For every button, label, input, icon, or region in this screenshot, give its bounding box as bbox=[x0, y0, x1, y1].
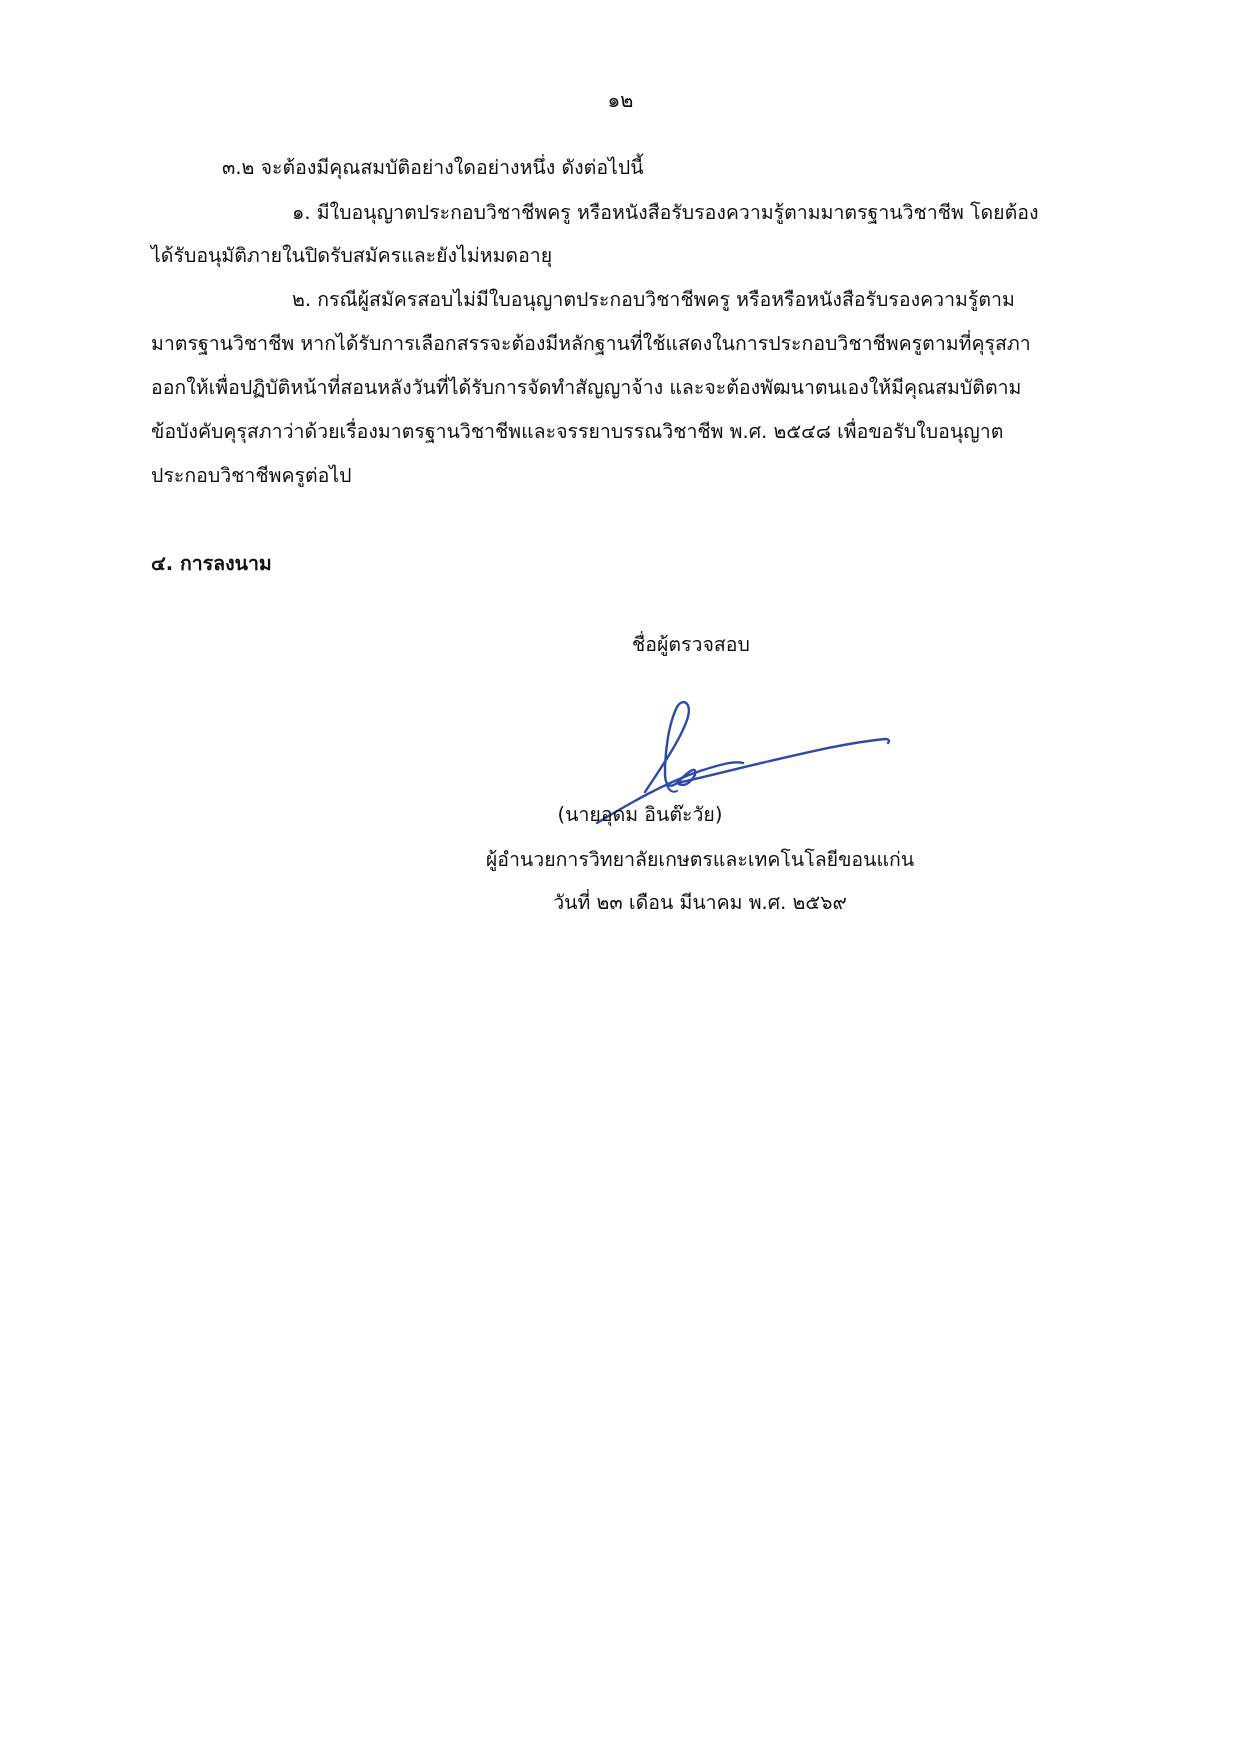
qualification-heading: ๓.๒ จะต้องมีคุณสมบัติอย่างใดอย่างหนึ่ง ดังต่อไปนี้ bbox=[222, 156, 644, 179]
item2-line5: ประกอบวิชาชีพครูต่อไป bbox=[151, 464, 352, 487]
item2-line3: ออกให้เพื่อปฏิบัติหน้าที่สอนหลังวันที่ได้รับการจัดทำสัญญาจ้าง และจะต้องพัฒนาตนเองให้มีคุณสมบัติตาม bbox=[151, 376, 1022, 399]
item2-line1: ๒. กรณีผู้สมัครสอบไม่มีใบอนุญาตประกอบวิชาชีพครู หรือหรือหนังสือรับรองความรู้ตาม bbox=[292, 288, 1015, 311]
item1-line1: ๑. มีใบอนุญาตประกอบวิชาชีพครู หรือหนังสือรับรองความรู้ตามมาตรฐานวิชาชีพ โดยต้อง bbox=[292, 201, 1039, 224]
signer-position: ผู้อำนวยการวิทยาลัยเกษตรและเทคโนโลยีขอนแก่น bbox=[485, 848, 915, 871]
page-number: ๑๒ bbox=[607, 88, 634, 112]
signer-name: (นายอุดม อินต๊ะวัย) bbox=[557, 803, 723, 826]
checker-label: ชื่อผู้ตรวจสอบ bbox=[632, 633, 750, 656]
item2-line4: ข้อบังคับคุรุสภาว่าด้วยเรื่องมาตรฐานวิชาชีพและจรรยาบรรณวิชาชีพ พ.ศ. ๒๕๔๘ เพื่อขอรับใบอนุญาต bbox=[151, 420, 1004, 443]
signoff-date: วันที่ ๒๓ เดือน มีนาคม พ.ศ. ๒๕๖๙ bbox=[553, 891, 847, 914]
section4-heading: ๔. การลงนาม bbox=[151, 552, 272, 575]
item1-line2: ได้รับอนุมัติภายในปิดรับสมัครและยังไม่หมดอายุ bbox=[151, 244, 553, 267]
item2-line2: มาตรฐานวิชาชีพ หากได้รับการเลือกสรรจะต้องมีหลักฐานที่ใช้แสดงในการประกอบวิชาชีพครูตามที่คุรุสภา bbox=[151, 332, 1031, 355]
